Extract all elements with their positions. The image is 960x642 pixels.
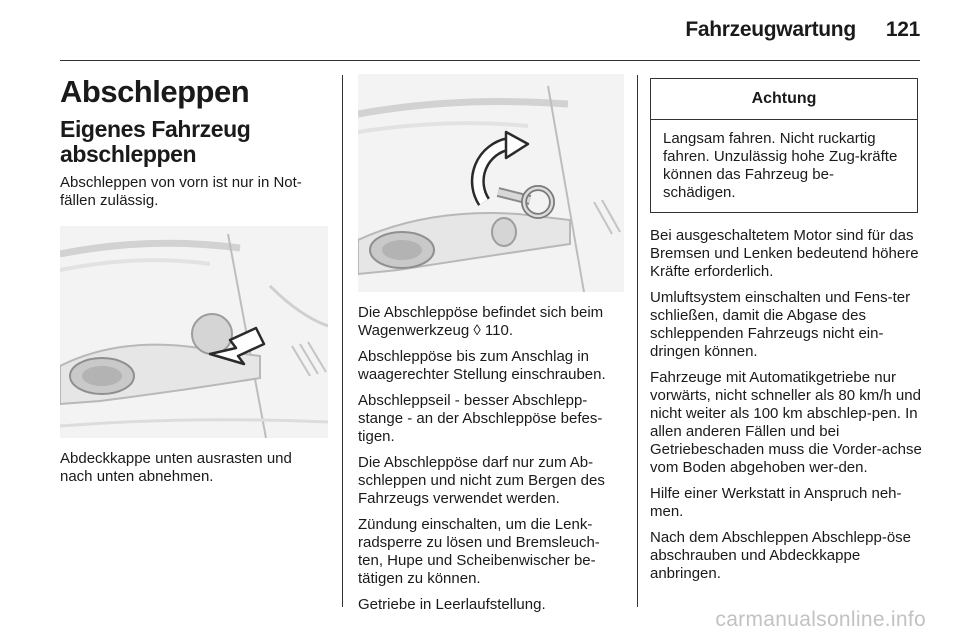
paragraph-neutral-gear: Getriebe in Leerlaufstellung. [358, 596, 546, 613]
paragraph-after-towing: Nach dem Abschleppen Abschlepp-öse abschrauben und Abdeckkappe anbringen. [650, 529, 912, 582]
column-1 [60, 74, 328, 494]
column-divider-2 [637, 75, 638, 607]
watermark: carmanualsonline.info [715, 608, 926, 631]
figure-caption: Abdeckkappe unten ausrasten und nach unten abnehmen. [60, 450, 292, 485]
cover-cap-illustration [60, 226, 328, 438]
chapter-title: Fahrzeugwartung [685, 18, 856, 41]
section-title: Abschleppen [60, 74, 250, 109]
column-2 [358, 74, 624, 622]
intro-paragraph: Abschleppen von vorn ist nur in Not-fällen zulässig. [60, 174, 302, 209]
subsection-title: Eigenes Fahrzeug abschleppen [60, 116, 251, 167]
warning-box [650, 78, 918, 213]
paragraph-towing-eye-location: Die Abschleppöse befindet sich beim Wagenwerkzeug ◊ 110. [358, 304, 604, 339]
column-divider-1 [342, 75, 343, 607]
paragraph-screw-in: Abschleppöse bis zum Anschlag in waagerechter Stellung einschrauben. [358, 348, 606, 383]
warning-text: Langsam fahren. Nicht ruckartig fahren. Unzulässig hohe Zug-kräfte können das Fahrzeug be-schädigen. [663, 130, 898, 201]
page-number: 121 [885, 18, 920, 41]
column-3 [650, 74, 922, 591]
towing-eye-illustration [358, 74, 624, 292]
paragraph-workshop-help: Hilfe einer Werkstatt in Anspruch neh-men. [650, 485, 902, 520]
paragraph-usage-note: Die Abschleppöse darf nur zum Ab-schleppen und nicht zum Bergen des Fahrzeugs verwendet werden. [358, 454, 605, 507]
paragraph-tow-rope: Abschleppseil - besser Abschlepp-stange - an der Abschleppöse befes-tigen. [358, 392, 603, 445]
paragraph-ignition: Zündung einschalten, um die Lenk-radsperre zu lösen und Bremsleuch-ten, Hupe und Scheibenwischer be-tätigen zu können. [358, 516, 600, 587]
paragraph-automatic-transmission: Fahrzeuge mit Automatikgetriebe nur vorwärts, nicht schneller als 80 km/h und nicht weiter als 100 km abschlep-pen. In allen anderen Fällen und bei Getriebeschaden muss die Vorder-achse vom Boden abgehoben wer-den. [650, 369, 922, 476]
towing-instructions [358, 304, 624, 614]
warning-title: Achtung [651, 79, 917, 120]
running-head [685, 18, 920, 42]
paragraph-engine-off: Bei ausgeschaltetem Motor sind für das Bremsen und Lenken bedeutend höhere Kräfte erforderlich. [650, 227, 919, 280]
paragraph-recirculation: Umluftsystem einschalten und Fens-ter schließen, damit die Abgase des schleppenden Fahrzeugs nicht ein-dringen können. [650, 289, 911, 360]
header-rule [60, 60, 920, 61]
